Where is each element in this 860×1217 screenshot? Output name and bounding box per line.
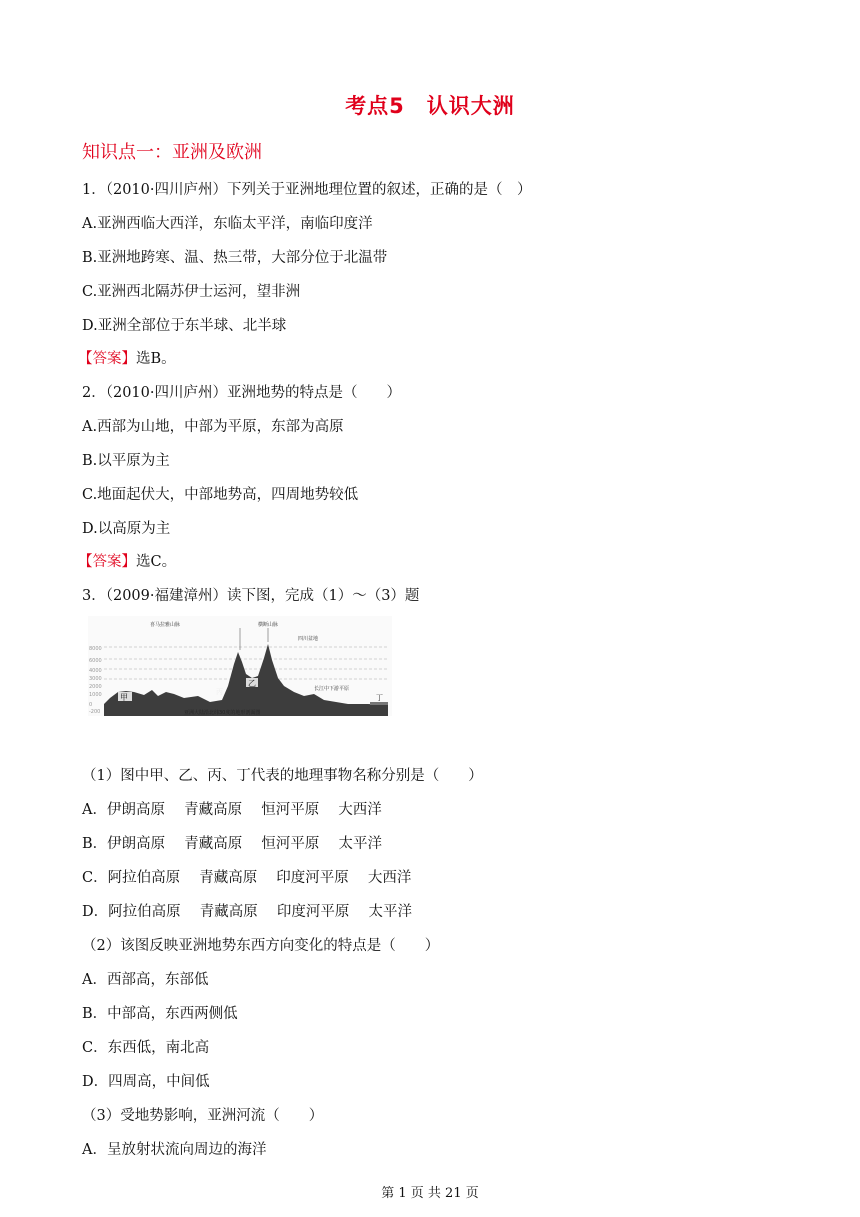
q2-answer bbox=[78, 552, 176, 572]
figure-label-bing: 丙 bbox=[216, 688, 223, 696]
q1-option-a: A.亚洲西临大西洋，东临太平洋，南临印度洋 bbox=[82, 216, 373, 232]
q3-sub3-stem: （3）受地势影响，亚洲河流（ ） bbox=[82, 1108, 324, 1124]
section-heading: 知识点一：亚洲及欧洲 bbox=[82, 142, 262, 163]
svg-text:4000: 4000 bbox=[89, 668, 102, 674]
figure-label-yi: 乙 bbox=[248, 679, 256, 688]
svg-text:0: 0 bbox=[89, 702, 93, 708]
q3-sub1-option-c: C．阿拉伯高原 青藏高原 印度河平原 大西洋 bbox=[82, 870, 412, 886]
svg-text:6000: 6000 bbox=[89, 658, 102, 664]
q2-option-b: B.以平原为主 bbox=[82, 453, 170, 469]
q1-stem: 1．（2010·四川庐州）下列关于亚洲地理位置的叙述，正确的是（ ） bbox=[82, 182, 532, 198]
figure-label-top-1: 喜马拉雅山脉 bbox=[150, 622, 181, 628]
svg-text:1000: 1000 bbox=[89, 692, 102, 698]
q3-sub1-stem: （1）图中甲、乙、丙、丁代表的地理事物名称分别是（ ） bbox=[82, 768, 483, 784]
figure-label-plain: 长江中下游平原 bbox=[314, 686, 350, 692]
q3-sub1-option-d: D．阿拉伯高原 青藏高原 印度河平原 太平洋 bbox=[82, 904, 412, 920]
page-footer: 第 1 页 共 21 页 bbox=[381, 1186, 479, 1201]
q1-answer bbox=[78, 349, 176, 369]
q3-sub2-option-d: D．四周高，中间低 bbox=[82, 1074, 210, 1090]
q2-option-c: C.地面起伏大，中部地势高，四周地势较低 bbox=[82, 487, 359, 503]
q3-sub1-option-a: A．伊朗高原 青藏高原 恒河平原 大西洋 bbox=[82, 802, 382, 818]
q3-stem: 3．（2009·福建漳州）读下图，完成（1）～（3）题 bbox=[82, 588, 420, 604]
answer-tag: 【答案】 bbox=[78, 351, 136, 367]
q1-option-c: C.亚洲西北隔苏伊士运河，望非洲 bbox=[82, 284, 301, 300]
q2-stem: 2．（2010·四川庐州）亚洲地势的特点是（ ） bbox=[82, 385, 401, 401]
q2-option-d: D.以高原为主 bbox=[82, 521, 171, 537]
q1-option-b: B.亚洲地跨寒、温、热三带，大部分位于北温带 bbox=[82, 250, 388, 266]
answer-text: 选B。 bbox=[136, 351, 176, 367]
terrain-profile-image bbox=[88, 616, 392, 716]
page-title: 考点5 认识大洲 bbox=[345, 94, 515, 118]
q1-option-d: D.亚洲全部位于东半球、北半球 bbox=[82, 318, 287, 334]
q2-option-a: A.西部为山地，中部为平原，东部为高原 bbox=[82, 419, 344, 435]
figure-label-top-2: 横断山脉 bbox=[258, 622, 279, 628]
figure-label-top-3: 四川盆地 bbox=[298, 636, 319, 642]
answer-tag: 【答案】 bbox=[78, 554, 136, 570]
figure-label-jia: 甲 bbox=[120, 693, 128, 702]
svg-text:-200: -200 bbox=[89, 709, 101, 715]
terrain-profile-figure bbox=[88, 616, 392, 716]
svg-text:3000: 3000 bbox=[89, 676, 102, 682]
q3-sub2-option-b: B．中部高，东西两侧低 bbox=[82, 1006, 238, 1022]
svg-text:8000: 8000 bbox=[89, 646, 102, 652]
q3-sub3-option-a: A．呈放射状流向周边的海洋 bbox=[82, 1142, 267, 1158]
answer-text: 选C。 bbox=[136, 554, 177, 570]
q3-sub2-option-a: A．西部高，东部低 bbox=[82, 972, 209, 988]
svg-text:2000: 2000 bbox=[89, 684, 102, 690]
q3-sub1-option-b: B．伊朗高原 青藏高原 恒河平原 太平洋 bbox=[82, 836, 382, 852]
q3-sub2-stem: （2）该图反映亚洲地势东西方向变化的特点是（ ） bbox=[82, 938, 440, 954]
figure-label-ding: 丁 bbox=[376, 694, 383, 702]
figure-caption: 亚洲大陆沿北纬30度的地形剖面图 bbox=[184, 710, 261, 716]
q3-sub2-option-c: C．东西低，南北高 bbox=[82, 1040, 210, 1056]
